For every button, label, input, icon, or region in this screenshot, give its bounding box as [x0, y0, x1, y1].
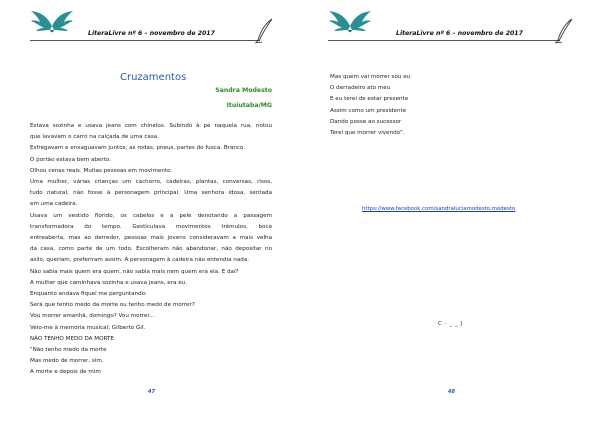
page-number: 48 [448, 389, 455, 395]
text-line: O portão estava bem aberto. [30, 156, 112, 163]
text-line: Mas medo de morrer, sim. [30, 358, 104, 365]
header-rule [30, 40, 260, 41]
article-title: Cruzamentos [120, 72, 187, 83]
text-line: A morte e depois de mim [30, 369, 101, 376]
text-line: Será que tenho medo da morte ou tenho medo de morrer? [30, 302, 195, 309]
text-line: Dando posse ao sucessor [330, 118, 402, 125]
text-line: que lavavam o carro na calçada de uma casa. [30, 134, 159, 141]
quill-icon [254, 18, 274, 44]
header-rule [328, 40, 560, 41]
text-line: O derradeiro ato meu [330, 85, 391, 92]
text-line: NÃO TENHO MEDO DA MORTE [30, 335, 114, 342]
text-line: da casa, como parte de um todo. Escolheram não abandonar, não depositar no [30, 246, 272, 253]
poem-continuation [330, 72, 530, 139]
text-line: Não sabia mais quem era quem, não sabia mais nem quem era ela. E daí? [30, 268, 239, 275]
page-number: 47 [148, 389, 155, 395]
text-line: em uma cadeira. [30, 201, 78, 208]
text-line: Estava sozinha e usava jeans com chinelos. Subindo à pé naquela rua, notou [30, 123, 272, 129]
right-page [300, 0, 600, 424]
wings-logo-icon [30, 8, 74, 38]
header-title: LiteraLivre nº 6 – novembro de 2017 [88, 30, 215, 37]
text-line: Uma mulher, várias crianças um cachorro, cadeiras, plantas, conversas, risos, [30, 179, 272, 186]
text-line: Assim como um presidente [330, 107, 407, 114]
text-line: Usava um vestido florido, os cabelos e a pele denotando a passagem [30, 212, 272, 219]
text-line: Mas quem vai morrer sou eu [330, 74, 411, 80]
signature-scribble: C - _ _ J [438, 321, 463, 327]
text-line: E eu terei de estar presente [330, 96, 409, 103]
text-line: asilo, queriam, preferiram assim. A personagem à cadeira não entendia nada. [30, 257, 250, 264]
text-line: Vou morrer amanhã, domingo? Vou morrer... [30, 313, 155, 320]
text-line: "Não tenho medo da morte [30, 347, 107, 354]
text-line: A mulher que caminhava sozinha e usava jeans, era eu. [30, 279, 187, 286]
text-line: transformadora do tempo. Gesticulava movimentos trêmulos, boca [30, 223, 272, 230]
author-name: Sandra Modesto [215, 87, 272, 94]
text-line: Olhou cenas reais. Muitas pessoas em movimento. [30, 167, 173, 174]
text-line: Veio-me à memória musical; Gilberto Gil. [30, 324, 146, 331]
text-line: Enquanto andava fiquei me perguntando: [30, 291, 147, 298]
text-line: entreaberta, mas ao derredor, pessoas mais jovens consideravam a mais velha [30, 235, 272, 242]
wings-logo-icon [328, 8, 372, 38]
facebook-link[interactable]: https://www.facebook.com/sandraluciamodesto.modesto [362, 206, 516, 212]
header-title: LiteraLivre nº 6 – novembro de 2017 [396, 30, 523, 37]
text-line: Esfregavam e enxaguavam juntos; as rodas, pneus, partes do fusca. Branco. [30, 145, 246, 152]
author-location: Ituiutaba/MG [226, 102, 272, 109]
quill-icon [554, 18, 574, 44]
text-line: tudo natural, não fosse à personagem principal. Uma senhora idosa, sentada [30, 190, 272, 197]
text-line: Terei que morrer vivendo". [330, 130, 405, 137]
article-body [30, 121, 272, 379]
